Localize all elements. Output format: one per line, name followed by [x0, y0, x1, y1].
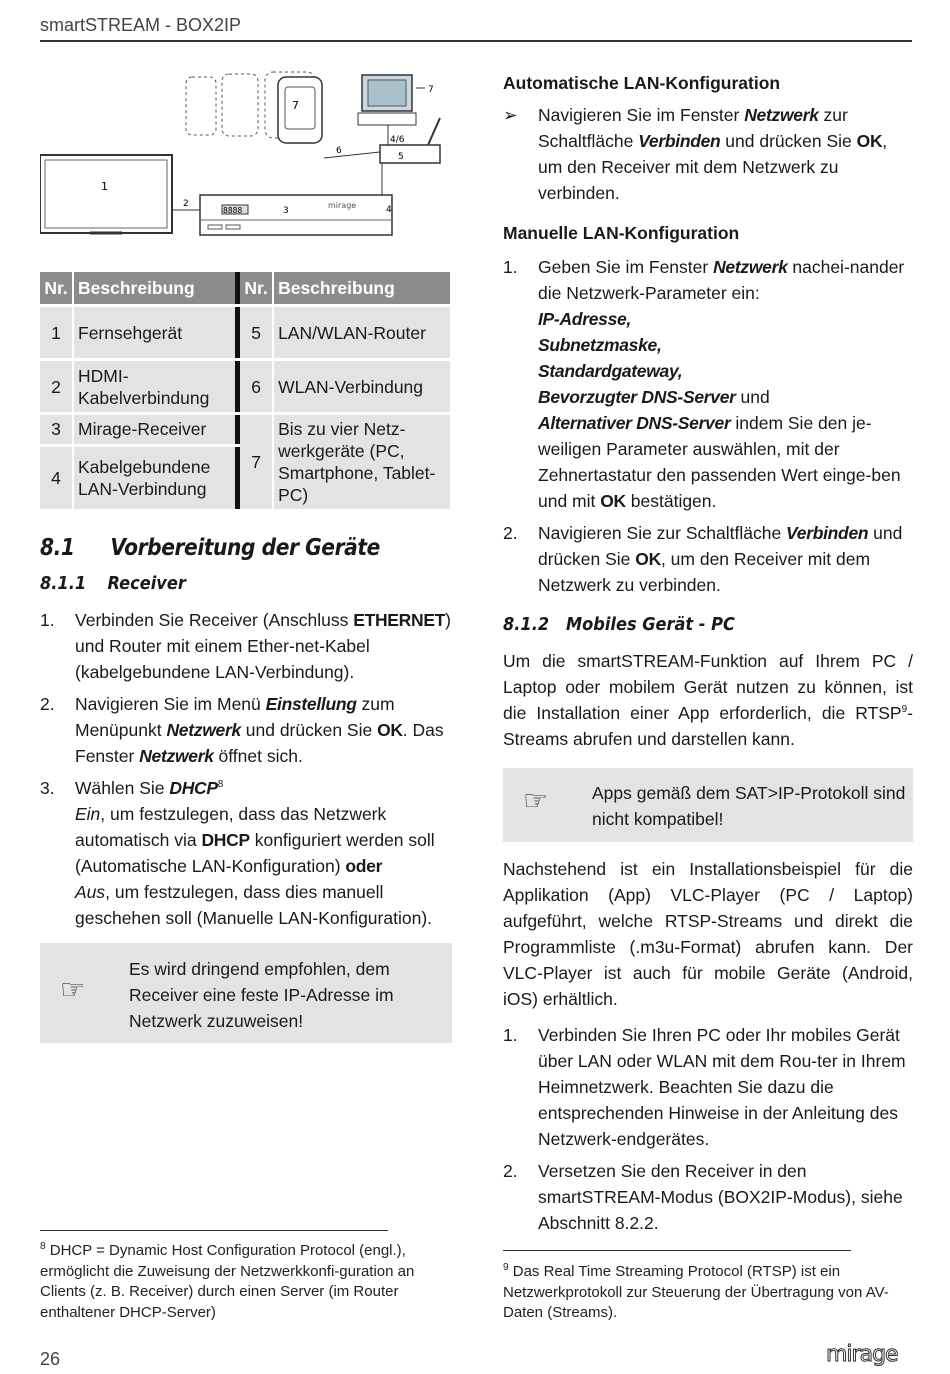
- vlc-steps: [503, 1022, 913, 1236]
- subsection-heading: [503, 612, 872, 638]
- list-item: [503, 1022, 913, 1152]
- receiver-steps: [40, 607, 452, 931]
- key-label: DHCP: [201, 830, 250, 850]
- table-cell: 3: [40, 414, 72, 446]
- step-text: Navigieren Sie zur Schaltfläche: [538, 523, 787, 543]
- step-text: zum Menüpunkt: [75, 694, 395, 740]
- menu-name: Netzwerk: [744, 105, 819, 125]
- step-text: konfiguriert werden soll (Automatische LAN-Konfiguration): [75, 830, 435, 876]
- note-text: Es wird dringend empfohlen, dem Receiver eine feste IP-Adresse im Netzwerk zuzuweisen!: [129, 959, 394, 1031]
- table-cell: 7: [240, 414, 272, 510]
- menu-name: Verbinden: [638, 131, 721, 151]
- step-text: Navigieren Sie im Menü: [75, 694, 266, 714]
- table-cell: WLAN-Verbindung: [274, 360, 450, 414]
- table-cell: 2: [40, 360, 72, 414]
- footnote-divider: [503, 1250, 851, 1251]
- footnote-ref: 8: [217, 779, 224, 791]
- list-item: [40, 607, 452, 685]
- step-text: Wählen Sie: [75, 778, 170, 798]
- footnote-mark: 8: [40, 1241, 46, 1252]
- diagram-label: 6: [336, 146, 342, 156]
- footnote-8: [40, 1241, 452, 1323]
- table-header: Beschreibung: [274, 272, 450, 306]
- network-diagram-graphic: [40, 60, 452, 260]
- step-text: , um den Receiver mit dem Netzwerk zu verbinden.: [538, 131, 888, 203]
- table-cell: Mirage-Receiver: [74, 414, 235, 446]
- key-label: OK: [600, 491, 626, 511]
- list-item: [503, 520, 913, 598]
- logo-text: mirage: [826, 1343, 898, 1367]
- table-cell: Fernsehgerät: [74, 306, 235, 360]
- step-number: 2.: [503, 523, 518, 543]
- page-header: [40, 12, 912, 42]
- emphasis: oder: [345, 856, 383, 876]
- manual-lan-heading: Manuelle LAN-Konfiguration: [503, 223, 740, 243]
- step-number: 3.: [40, 778, 55, 798]
- step-text: ) und Router mit einem Ether-net-Kabel (kabelgebundene LAN-Verbindung).: [75, 610, 451, 682]
- note-box: [40, 943, 452, 1043]
- subsection-title: Receiver: [107, 573, 186, 594]
- menu-name: Netzwerk: [166, 720, 241, 740]
- diagram-label: 7: [292, 99, 299, 112]
- step-number: 2.: [503, 1161, 518, 1181]
- list-item: [503, 254, 913, 514]
- step-number: 1.: [503, 257, 518, 277]
- component-table: [40, 272, 450, 509]
- subsection-title: Mobiles Gerät - PC: [566, 614, 735, 635]
- table-cell: Bis zu vier Netz-werkgeräte (PC, Smartphone, Tablet-PC): [274, 414, 450, 510]
- step-text: nachei-nander die Netzwerk-Parameter ein:: [538, 257, 905, 303]
- parameter-name: Standardgateway,: [538, 361, 683, 381]
- table-row: [40, 414, 450, 446]
- diagram-label: 5: [398, 152, 404, 162]
- diagram-label: 2: [183, 199, 189, 209]
- header-title: smartSTREAM - BOX2IP: [40, 15, 242, 35]
- list-item: [503, 1158, 913, 1236]
- table-header-row: [40, 272, 450, 306]
- step-text: und drücken Sie: [240, 720, 378, 740]
- step-text: Navigieren Sie im Fenster: [538, 105, 745, 125]
- pointing-hand-icon: ☞: [60, 974, 86, 1005]
- step-text: . Das Fenster: [75, 720, 444, 766]
- right-column: [503, 70, 913, 1242]
- table-cell: Kabelgebundene LAN-Verbindung: [74, 445, 235, 509]
- step-text: und: [735, 387, 770, 407]
- receiver-brand: mirage: [328, 201, 357, 210]
- option-name: Ein: [75, 804, 101, 824]
- table-row: [40, 360, 450, 414]
- step-text: bestätigen.: [625, 491, 717, 511]
- footnote-mark: 9: [503, 1262, 509, 1273]
- footnote-text: DHCP = Dynamic Host Configuration Protocol (engl.), ermöglicht die Zuweisung der Netzwerkkonfi-guration an Clients (z. B. Receiver) durch einen Server (im Router enthaltener DHCP-Server): [40, 1242, 415, 1321]
- footnote-divider: [40, 1230, 388, 1231]
- menu-name: Netzwerk: [713, 257, 788, 277]
- parameter-name: IP-Adresse,: [538, 309, 631, 329]
- page-number: 26: [40, 1349, 61, 1369]
- table-header: Nr.: [240, 272, 272, 306]
- table-cell: 1: [40, 306, 72, 360]
- step-text: zur Schaltfläche: [538, 105, 848, 151]
- key-label: OK: [856, 131, 883, 151]
- network-diagram: [40, 60, 452, 260]
- note-text: Apps gemäß dem SAT>IP-Protokoll sind nicht kompatibel!: [592, 783, 906, 829]
- table-header: Beschreibung: [74, 272, 235, 306]
- table-header: Nr.: [40, 272, 72, 306]
- step-text: , um festzulegen, dass das Netzwerk automatisch via: [75, 804, 387, 850]
- port-label: ETHERNET: [353, 610, 446, 630]
- table-row: [40, 306, 450, 360]
- diagram-label: 7: [428, 85, 434, 95]
- menu-name: DHCP: [169, 778, 218, 798]
- section-heading: [40, 533, 403, 563]
- option-name: Aus: [75, 882, 106, 902]
- step-text: , um festzulegen, dass dies manuell geschehen soll (Manuelle LAN-Konfiguration).: [75, 882, 433, 928]
- step-number: 1.: [503, 1025, 518, 1045]
- parameter-name: Bevorzugter DNS-Server: [538, 387, 736, 407]
- menu-name: Netzwerk: [139, 746, 214, 766]
- diagram-label: 4: [386, 205, 392, 215]
- table-cell: 5: [240, 306, 272, 360]
- step-text: Versetzen Sie den Receiver in den smartSTREAM-Modus (BOX2IP-Modus), siehe Abschnitt 8.2.2.: [538, 1161, 903, 1233]
- table-cell: 4: [40, 445, 72, 509]
- table-cell: HDMI-Kabelverbindung: [74, 360, 235, 414]
- diagram-label: 4/6: [390, 135, 405, 145]
- subsection-number: 8.1.1: [40, 573, 87, 594]
- step-text: und drücken Sie: [720, 131, 857, 151]
- manual-lan-steps: [503, 254, 913, 598]
- parameter-name: Alternativer DNS-Server: [538, 413, 731, 433]
- step-text: Geben Sie im Fenster: [538, 257, 714, 277]
- example-paragraph: Nachstehend ist ein Installationsbeispiel für die Applikation (App) VLC-Player (PC / Laptop) aufgeführt, welche RTSP-Streams und direkt die Programmliste (.m3u-Format) abrufen kann. Der VLC-Player ist auch für mobile Geräte (Android, iOS) erhältlich.: [503, 859, 913, 1009]
- section-title: Vorbereitung der Geräte: [110, 535, 380, 561]
- list-item: [40, 691, 452, 769]
- section-number: 8.1: [40, 535, 75, 561]
- diagram-label: 3: [283, 206, 289, 216]
- intro-paragraph: [503, 648, 913, 752]
- subsection-heading: [40, 571, 411, 597]
- paragraph-text: -Streams abrufen und darstellen kann.: [503, 703, 913, 749]
- footnote-9: [503, 1262, 913, 1324]
- footnote-text: Das Real Time Streaming Protocol (RTSP) ist ein Netzwerkprotokoll zur Steuerung der Übertragung von AV-Daten (Streams).: [503, 1263, 889, 1321]
- pointing-hand-icon: ☞: [523, 785, 549, 816]
- table-cell: LAN/WLAN-Router: [274, 306, 450, 360]
- footnote-ref: 9: [901, 704, 908, 716]
- step-text: öffnet sich.: [213, 746, 303, 766]
- diagram-label: 1: [101, 180, 108, 193]
- list-item: [40, 775, 452, 931]
- key-label: OK: [377, 720, 403, 740]
- step-text: , um den Receiver mit dem Netzwerk zu verbinden.: [538, 549, 871, 595]
- receiver-display: 8888: [223, 206, 243, 215]
- subsection-number: 8.1.2: [503, 614, 550, 635]
- note-box: [503, 768, 913, 842]
- list-item: [503, 102, 913, 206]
- step-text: Verbinden Sie Ihren PC oder Ihr mobiles Gerät über LAN oder WLAN mit dem Rou-ter in Ihrem Heimnetzwerk. Beachten Sie dazu die entsprechenden Hinweise in der Anleitung des Netzwerk-endgerätes.: [538, 1025, 906, 1149]
- auto-lan-heading: Automatische LAN-Konfiguration: [503, 73, 781, 93]
- step-number: 2.: [40, 694, 55, 714]
- parameter-name: Subnetzmaske,: [538, 335, 662, 355]
- mirage-logo: [826, 1343, 912, 1374]
- step-text: indem Sie den je-weiligen Parameter auswählen, mit der Zehnertastatur den passenden Wert einge-ben und mit: [538, 413, 901, 511]
- step-number: 1.: [40, 610, 55, 630]
- left-column: [40, 60, 452, 1043]
- arrow-bullet-icon: ➢: [503, 105, 518, 125]
- menu-name: Verbinden: [786, 523, 869, 543]
- paragraph-text: Um die smartSTREAM-Funktion auf Ihrem PC / Laptop oder mobilem Gerät nutzen zu können, ist die Installation einer App erforderlich, die RTSP: [503, 651, 913, 723]
- table-cell: 6: [240, 360, 272, 414]
- step-text: und drücken Sie: [538, 523, 903, 569]
- key-label: OK: [635, 549, 661, 569]
- menu-name: Einstellung: [265, 694, 357, 714]
- step-text: Verbinden Sie Receiver (Anschluss: [75, 610, 354, 630]
